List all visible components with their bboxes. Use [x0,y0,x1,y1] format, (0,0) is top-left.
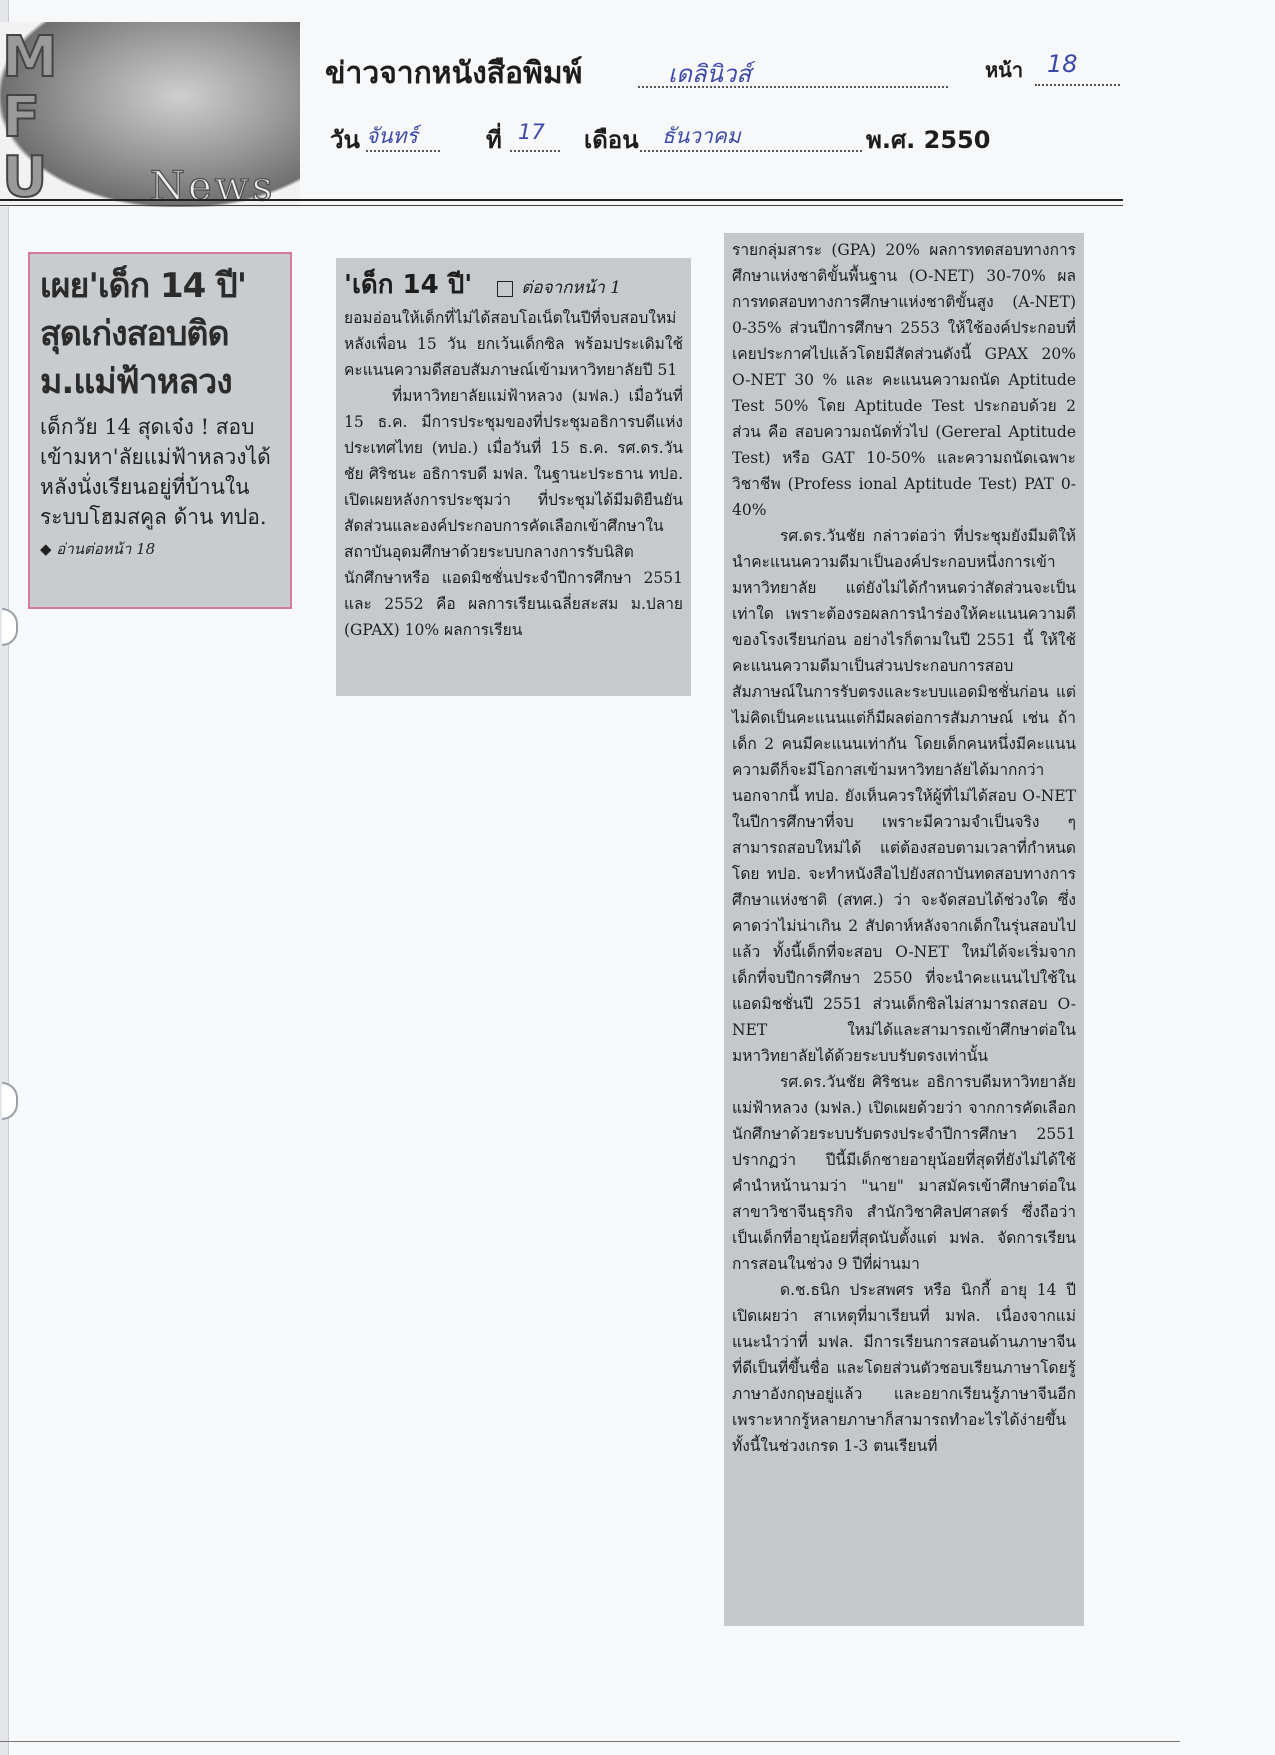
page-label: หน้า [985,58,1024,82]
punch-hole [2,608,18,646]
mfu-news-logo [0,22,300,207]
date-value: 17 [518,120,545,144]
teaser-headline: เผย'เด็ก 14 ปี' [40,266,247,306]
article-paragraph: ด.ช.ธนิก ประสพศร หรือ นิกกี้ อายุ 14 ปี เปิดเผยว่า สาเหตุที่มาเรียนที่ มฟล. เนื่องจากแม่แนะนำว่าที่ มฟล. มีการเรียนการสอนด้านภาษาจีนที่ดีเป็นที่ขึ้นชื่อ และโดยส่วนตัวชอบเรียนภาษาโดยรู้ภาษาอังกฤษอยู่แล้ว และอยากเรียนรู้ภาษาจีนอีก เพราะหากรู้หลายภาษาก็สามารถทำอะไรได้ง่ายขึ้น ทั้งนี้ในช่วงเกรด 1-3 ตนเรียนที่ [732,1281,1076,1455]
page-bottom-edge [0,1741,1180,1742]
jump-line [497,278,621,298]
newspaper-field [638,54,948,88]
logo-letter: U [2,145,48,207]
year-text: พ.ศ. 2550 [866,126,991,154]
teaser-headline: สุดเก่งสอบติด [40,314,229,354]
teaser-body [40,412,280,564]
date-label-date: ที่ [486,126,502,154]
month-value: ธันวาคม [662,124,741,148]
logo-word: News [150,164,276,207]
article-paragraph: รศ.ดร.วันชัย กล่าวต่อว่า ที่ประชุมยังมีมติให้นำคะแนนความดีมาเป็นองค์ประกอบหนึ่งการเข้ามหาวิทยาลัย แต่ยังไม่ได้กำหนดว่าสัดส่วนจะเป็นเท่าใด เพราะต้องรอผลการนำร่องให้คะแนนความดีของโรงเรียนก่อน อย่างไรก็ตามในปี 2551 นี้ ให้ใช้คะแนนความดีมาเป็นส่วนประกอบการสอบสัมภาษณ์ในการรับตรงและระบบแอดมิชชั่นก่อน แต่ไม่คิดเป็นคะแนนแต่ก็มีผลต่อการสัมภาษณ์ เช่น ถ้าเด็ก 2 คนมีคะแนนเท่ากัน โดยเด็กคนหนึ่งมีคะแนนความดีก็จะมีโอกาสเข้ามหาวิทยาลัยได้มากกว่า นอกจากนี้ ทปอ. ยังเห็นควรให้ผู้ที่ไม่ได้สอบ O-NET ในปีการศึกษาที่จบ เพราะมีความจำเป็นจริง ๆ สามารถสอบใหม่ได้ แต่ต้องสอบตามเวลาที่กำหนด โดย ทปอ. จะทำหนังสือไปยังสถาบันทดสอบทางการศึกษาแห่งชาติ (สทศ.) ว่า จะจัดสอบได้ช่วงใด ซึ่งคาดว่าไม่น่าเกิน 2 สัปดาห์หลังจากเด็กในรุ่นสอบไปแล้ว ทั้งนี้เด็กที่จะสอบ O-NET ใหม่ได้จะเริ่มจากเด็กที่จบปีการศึกษา 2550 ที่จะนำคะแนนไปใช้ในแอดมิชชั่นปี 2551 ส่วนเด็กซิลไม่สามารถสอบ O-NET ใหม่ได้และสามารถเข้าศึกษาต่อในมหาวิทยาลัยได้ด้วยระบบรับตรงเท่านั้น [732,527,1076,1065]
logo-letter: F [2,85,41,150]
article-paragraph: รศ.ดร.วันชัย ศิริชนะ อธิการบดีมหาวิทยาลัยแม่ฟ้าหลวง (มฟล.) เปิดเผยด้วยว่า จากการคัดเลือกนักศึกษาด้วยระบบรับตรงประจำปีการศึกษา 2551 ปรากฏว่า ปีนี้มีเด็กชายอายุน้อยที่สุดที่ยังไม่ได้ใช้คำนำหน้านามว่า "นาย" มาสมัครเข้าศึกษาต่อในสาขาวิชาจีนธุรกิจ สำนักวิชาศิลปศาสตร์ ซึ่งถือว่าเป็นเด็กที่อายุน้อยที่สุดนับตั้งแต่ มฟล. จัดการเรียนการสอนในช่วง 9 ปีที่ผ่านมา [732,1073,1076,1273]
logo-letter: M [2,25,58,90]
jump-text: ต่อจากหน้า 1 [521,278,621,298]
date-label-day: วัน [330,126,360,154]
newspaper-value: เดลินิวส์ [668,60,752,88]
page-value: 18 [1047,50,1078,78]
article-paragraph: ที่มหาวิทยาลัยแม่ฟ้าหลวง (มฟล.) เมื่อวันที่ 15 ธ.ค. มีการประชุมของที่ประชุมอธิการบดีแห่งประเทศไทย (ทปอ.) เมื่อวันที่ 15 ธ.ค. รศ.ดร.วันชัย ศิริชนะ อธิการบดี มฟล. ในฐานะประธาน ทปอ. เปิดเผยหลังการประชุมว่า ที่ประชุมได้มีมติยืนยันสัดส่วนและองค์ประกอบการคัดเลือกเข้าศึกษาในสถาบันอุดมศึกษาด้วยระบบกลางการรับนิสิตนักศึกษาหรือ แอดมิชชั่นประจำปีการศึกษา 2551 และ 2552 คือ ผลการเรียนเฉลี่ยสะสม ม.ปลาย (GPAX) 10% ผลการเรียน [344,387,683,639]
article-column-1 [336,258,691,696]
header-rule [0,199,1123,201]
article-column-2 [724,233,1084,1626]
form-title: ข่าวจากหนังสือพิมพ์ [325,56,583,91]
punch-hole [2,1082,18,1120]
date-label-month: เดือน [584,126,639,154]
teaser-continued: ◆ อ่านต่อหน้า 18 [40,540,156,558]
box-marker-icon [497,281,513,297]
page-edge [0,0,9,1755]
article-headline: 'เด็ก 14 ปี' [344,270,473,300]
teaser-text: เด็กวัย 14 สุดเจ๋ง ! สอบเข้ามหา'ลัยแม่ฟ้าหลวงได้หลังนั่งเรียนอยู่ที่บ้านในระบบโฮมสคูล ด้าน ทปอ. [40,415,271,529]
day-value: จันทร์ [366,124,418,148]
front-page-teaser [28,252,292,609]
header-rule [0,205,1123,206]
article-paragraph: รายกลุ่มสาระ (GPA) 20% ผลการทดสอบทางการศึกษาแห่งชาติขั้นพื้นฐาน (O-NET) 30-70% ผลการทดสอบทางการศึกษาแห่งชาติขั้นสูง (A-NET) 0-35% ส่วนปีการศึกษา 2553 ให้ใช้องค์ประกอบที่เคยประกาศไปแล้วโดยมีสัดส่วนดังนี้ GPAX 20% O-NET 30 % และ คะแนนความถนัด Aptitude Test 50% โดย Aptitude Test ประกอบด้วย 2 ส่วน คือ สอบความถนัดทั่วไป (Gereral Aptitude Test) หรือ GAT 10-50% และความถนัดเฉพาะวิชาชีพ (Profess ional Aptitude Test) PAT 0-40% [732,241,1076,519]
article-paragraph: ยอมอ่อนให้เด็กที่ไม่ได้สอบโอเน็ตในปีที่จบสอบใหม่หลังเพื่อน 15 วัน ยกเว้นเด็กซิล พร้อมประเดิมใช้คะแนนความดีสอบสัมภาษณ์เข้ามหาวิทยาลัยปี 51 [344,309,683,379]
page-field [1035,50,1120,86]
date-field [510,120,560,152]
month-field [640,120,862,152]
teaser-headline: ม.แม่ฟ้าหลวง [40,362,232,402]
day-field [366,120,440,152]
